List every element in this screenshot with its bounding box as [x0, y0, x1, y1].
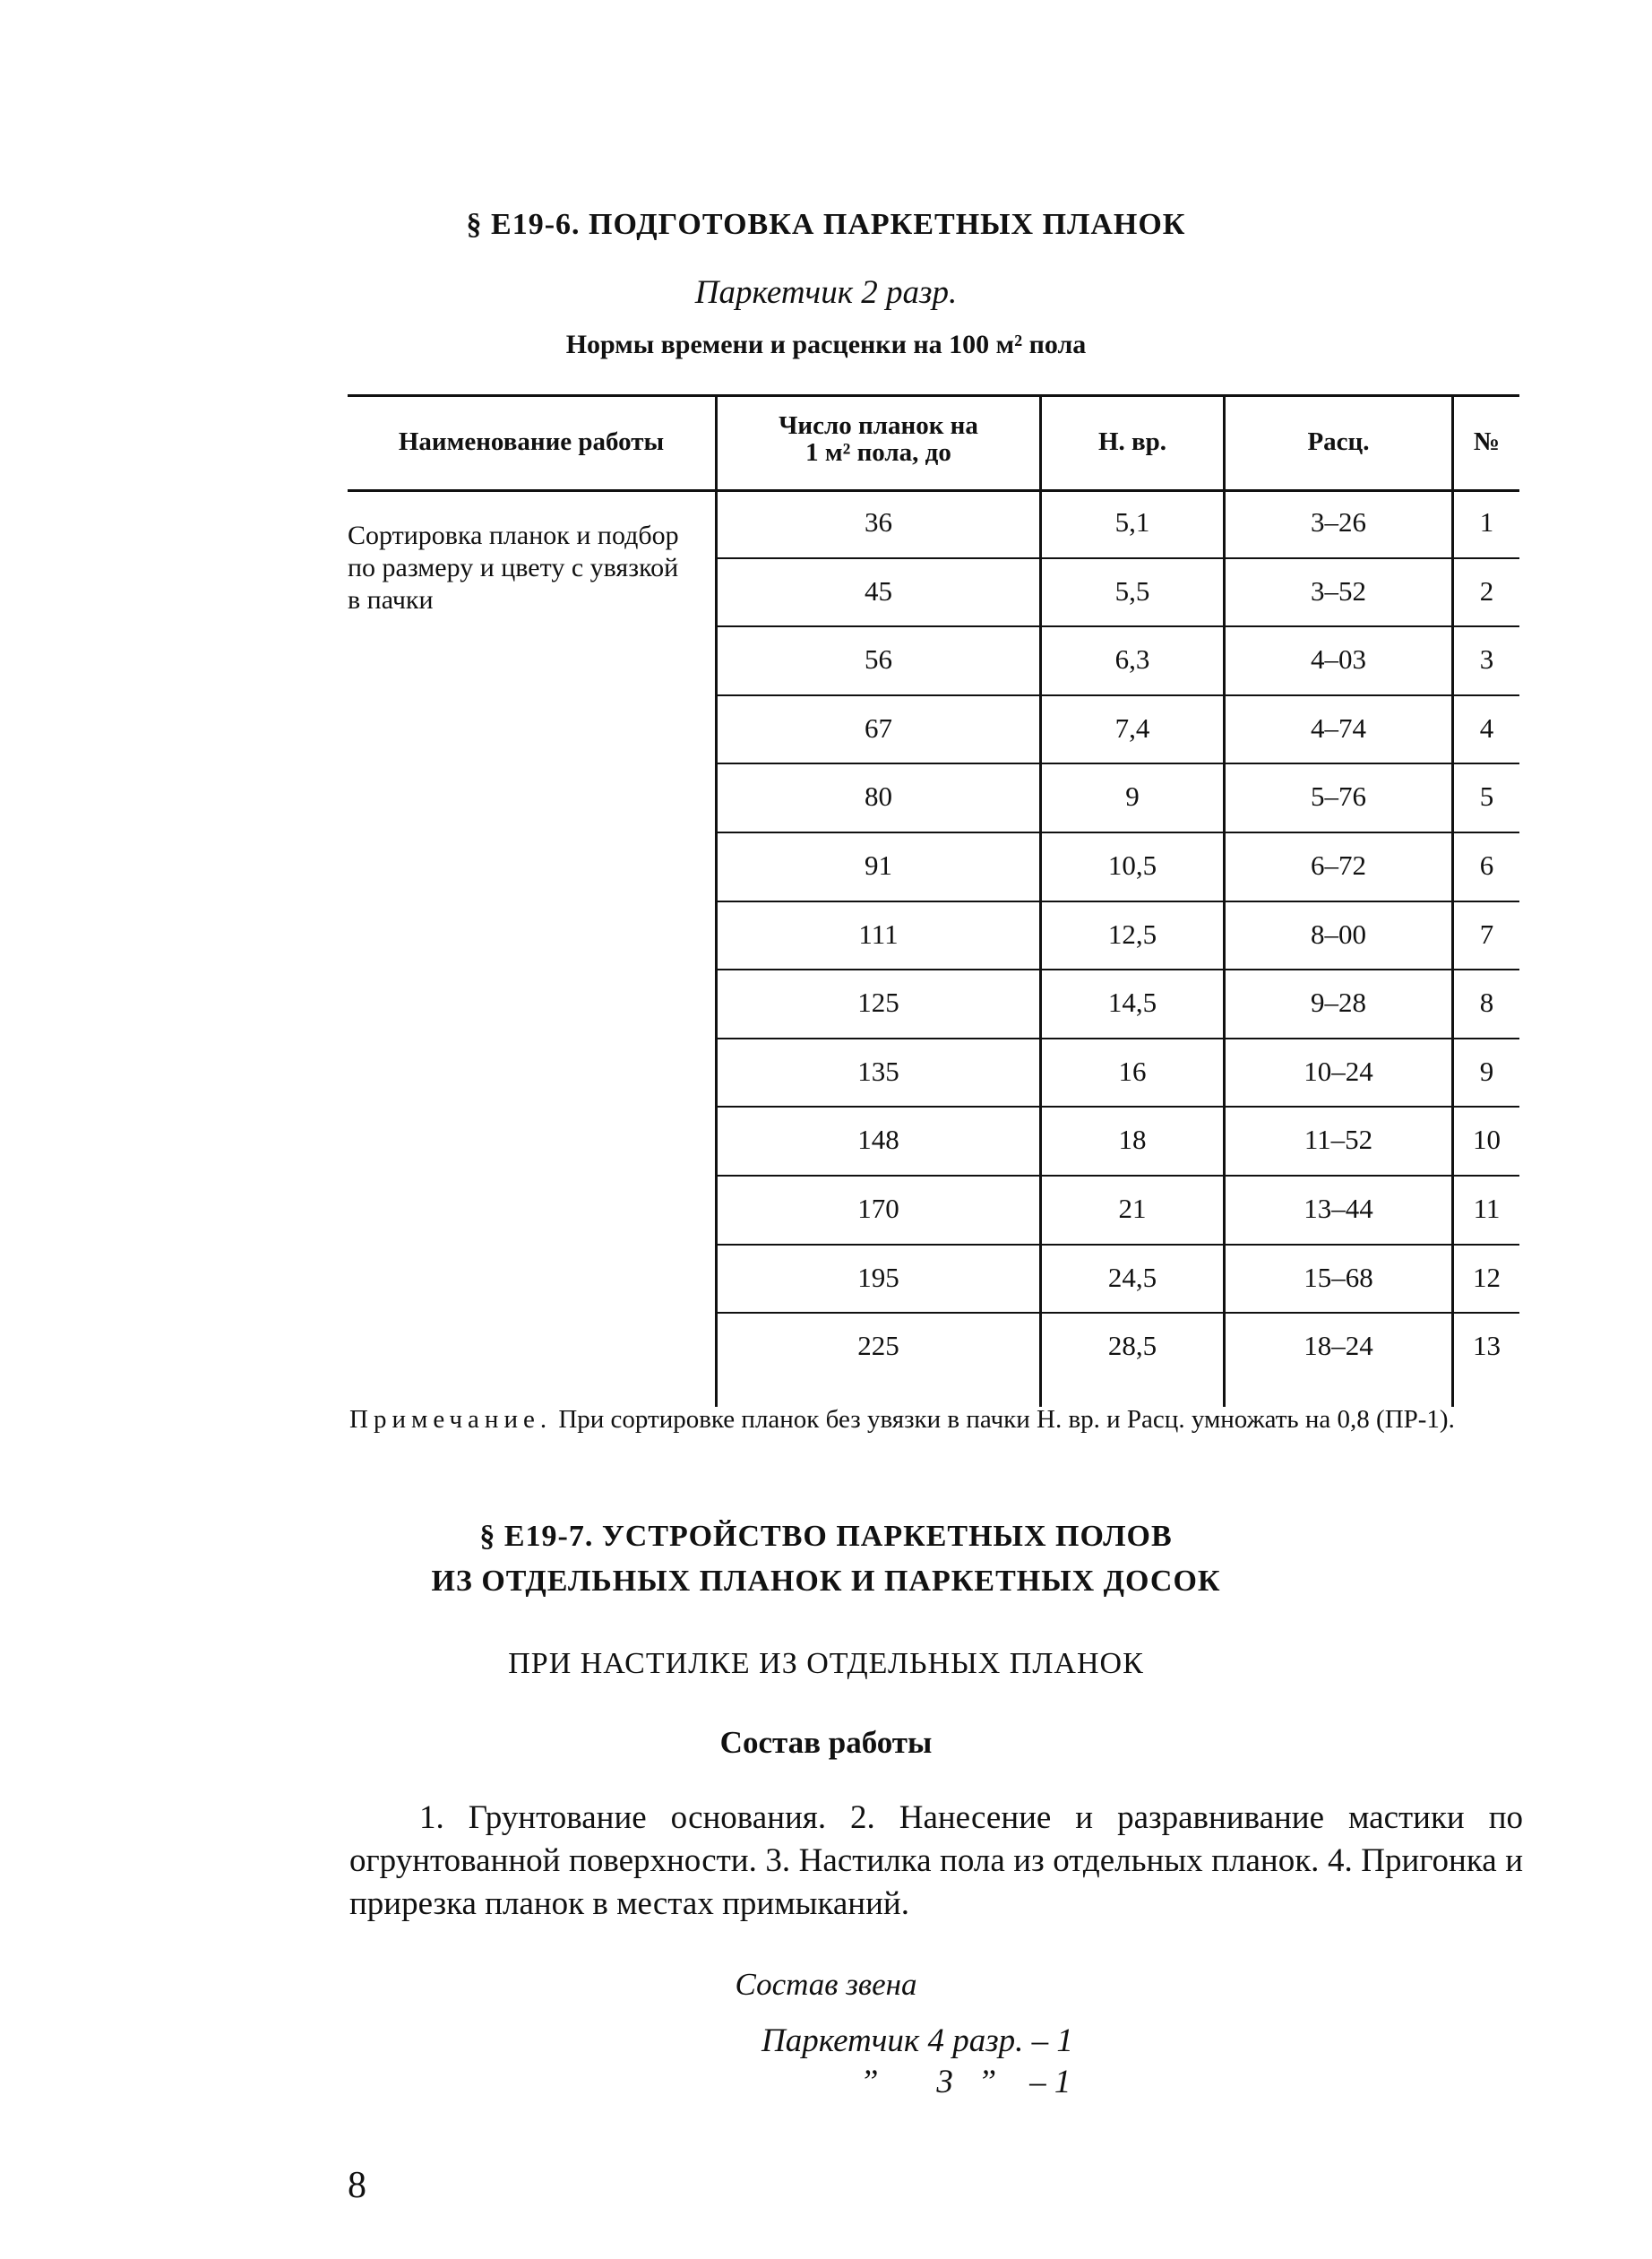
cell-count: 225	[857, 1330, 899, 1362]
header-count-line2: 1 м² пола, до	[805, 438, 951, 467]
work-name: Сортировка планок и подбор по размеру и цвету с увязкой в пачки	[348, 521, 679, 615]
row-divider	[715, 1244, 1519, 1246]
team-title: Состав звена	[735, 1967, 917, 2002]
cell-count: 195	[857, 1261, 899, 1293]
cell-time: 9	[1125, 780, 1140, 813]
cell-time: 18	[1118, 1124, 1147, 1156]
note-text: При сортировке планок без увязки в пачки Н. вр. и Расц. умножать на 0,8 (ПР-1).	[552, 1405, 1455, 1434]
cell-rate: 5–76	[1311, 780, 1366, 813]
row-divider	[715, 1175, 1519, 1177]
team-composition	[761, 2021, 1073, 2103]
row-divider	[715, 1312, 1519, 1314]
cell-num: 4	[1479, 711, 1494, 744]
header-time: Н. вр.	[1097, 427, 1167, 456]
header-num: №	[1473, 427, 1501, 456]
row-divider	[715, 763, 1519, 764]
section2-subtitle: ПРИ НАСТИЛКЕ ИЗ ОТДЕЛЬНЫХ ПЛАНОК	[508, 1647, 1144, 1680]
cell-num: 12	[1473, 1261, 1501, 1293]
section-title: § Е19-6. ПОДГОТОВКА ПАРКЕТНЫХ ПЛАНОК	[466, 208, 1186, 241]
cell-num: 8	[1479, 987, 1494, 1019]
cell-rate: 8–00	[1311, 918, 1366, 950]
cell-num: 1	[1479, 506, 1494, 538]
cell-count: 125	[857, 987, 899, 1019]
cell-count: 36	[865, 506, 892, 538]
cell-time: 5,5	[1114, 574, 1150, 607]
header-count-line1: Число планок на	[779, 411, 978, 440]
cell-rate: 10–24	[1304, 1055, 1373, 1087]
cell-num: 6	[1479, 849, 1494, 881]
cell-count: 67	[865, 711, 892, 744]
cell-num: 2	[1479, 574, 1494, 607]
cell-time: 5,1	[1114, 506, 1150, 538]
cell-time: 6,3	[1114, 643, 1150, 676]
row-divider	[715, 625, 1519, 627]
header-rate: Расц.	[1307, 427, 1370, 456]
cell-count: 80	[865, 780, 892, 813]
cell-time: 12,5	[1107, 918, 1157, 950]
header-work: Наименование работы	[398, 427, 665, 456]
cell-rate: 11–52	[1304, 1124, 1373, 1156]
work-composition-text	[349, 1797, 1523, 1926]
note-label: Примечание.	[349, 1405, 553, 1434]
cell-num: 3	[1479, 643, 1494, 676]
cell-rate: 4–74	[1311, 711, 1366, 744]
work-composition-title: Состав работы	[719, 1725, 933, 1760]
section2-title-line1: § Е19-7. УСТРОЙСТВО ПАРКЕТНЫХ ПОЛОВ	[479, 1520, 1173, 1553]
cell-rate: 15–68	[1304, 1261, 1373, 1293]
cell-rate: 18–24	[1304, 1330, 1373, 1362]
cell-num: 7	[1479, 918, 1494, 950]
cell-rate: 3–52	[1311, 574, 1366, 607]
row-divider	[715, 557, 1519, 559]
row-divider	[715, 1038, 1519, 1039]
cell-rate: 13–44	[1304, 1193, 1373, 1224]
cell-time: 10,5	[1107, 849, 1157, 881]
cell-num: 9	[1479, 1055, 1494, 1087]
cell-count: 45	[865, 574, 892, 607]
cell-count: 111	[858, 918, 899, 950]
norms-table	[348, 394, 1519, 1407]
cell-time: 24,5	[1107, 1261, 1157, 1293]
norms-caption: Нормы времени и расценки на 100 м² пола	[565, 330, 1087, 359]
cell-count: 148	[857, 1124, 899, 1156]
cell-rate: 9–28	[1311, 987, 1366, 1019]
row-divider	[715, 969, 1519, 970]
team-line-1: Паркетчик 4 разр. – 1	[761, 2022, 1073, 2059]
work-composition-body: 1. Грунтование основания. 2. Нанесение и разравнивание мастики по огрунтованной поверхности. 3. Настилка пола из отдельных планок. 4. Пригонка и прирезка планок в местах примыканий.	[349, 1799, 1523, 1922]
row-divider	[715, 901, 1519, 902]
worker-grade: Паркетчик 2 разр.	[694, 274, 958, 311]
section2-title-line2: ИЗ ОТДЕЛЬНЫХ ПЛАНОК И ПАРКЕТНЫХ ДОСОК	[431, 1565, 1221, 1598]
row-divider	[715, 832, 1519, 833]
cell-num: 5	[1479, 780, 1494, 813]
team-line-2: ” 3 ” – 1	[860, 2064, 1071, 2100]
cell-count: 56	[865, 643, 892, 676]
header-count	[718, 412, 1039, 466]
cell-rate: 3–26	[1311, 506, 1366, 538]
cell-num: 13	[1473, 1330, 1501, 1362]
row-divider	[715, 694, 1519, 696]
note	[349, 1402, 1523, 1436]
cell-count: 135	[857, 1055, 899, 1087]
row-divider	[715, 1106, 1519, 1108]
page-number: 8	[348, 2165, 366, 2206]
cell-time: 16	[1118, 1055, 1147, 1087]
cell-time: 7,4	[1114, 711, 1150, 744]
section2-title	[0, 1514, 1652, 1604]
cell-rate: 4–03	[1311, 643, 1366, 676]
cell-time: 14,5	[1107, 987, 1157, 1019]
cell-time: 21	[1118, 1193, 1147, 1224]
cell-rate: 6–72	[1311, 849, 1366, 881]
cell-num: 10	[1473, 1124, 1501, 1156]
cell-count: 91	[865, 849, 892, 881]
cell-count: 170	[857, 1193, 899, 1224]
cell-time: 28,5	[1107, 1330, 1157, 1362]
cell-num: 11	[1473, 1193, 1501, 1224]
